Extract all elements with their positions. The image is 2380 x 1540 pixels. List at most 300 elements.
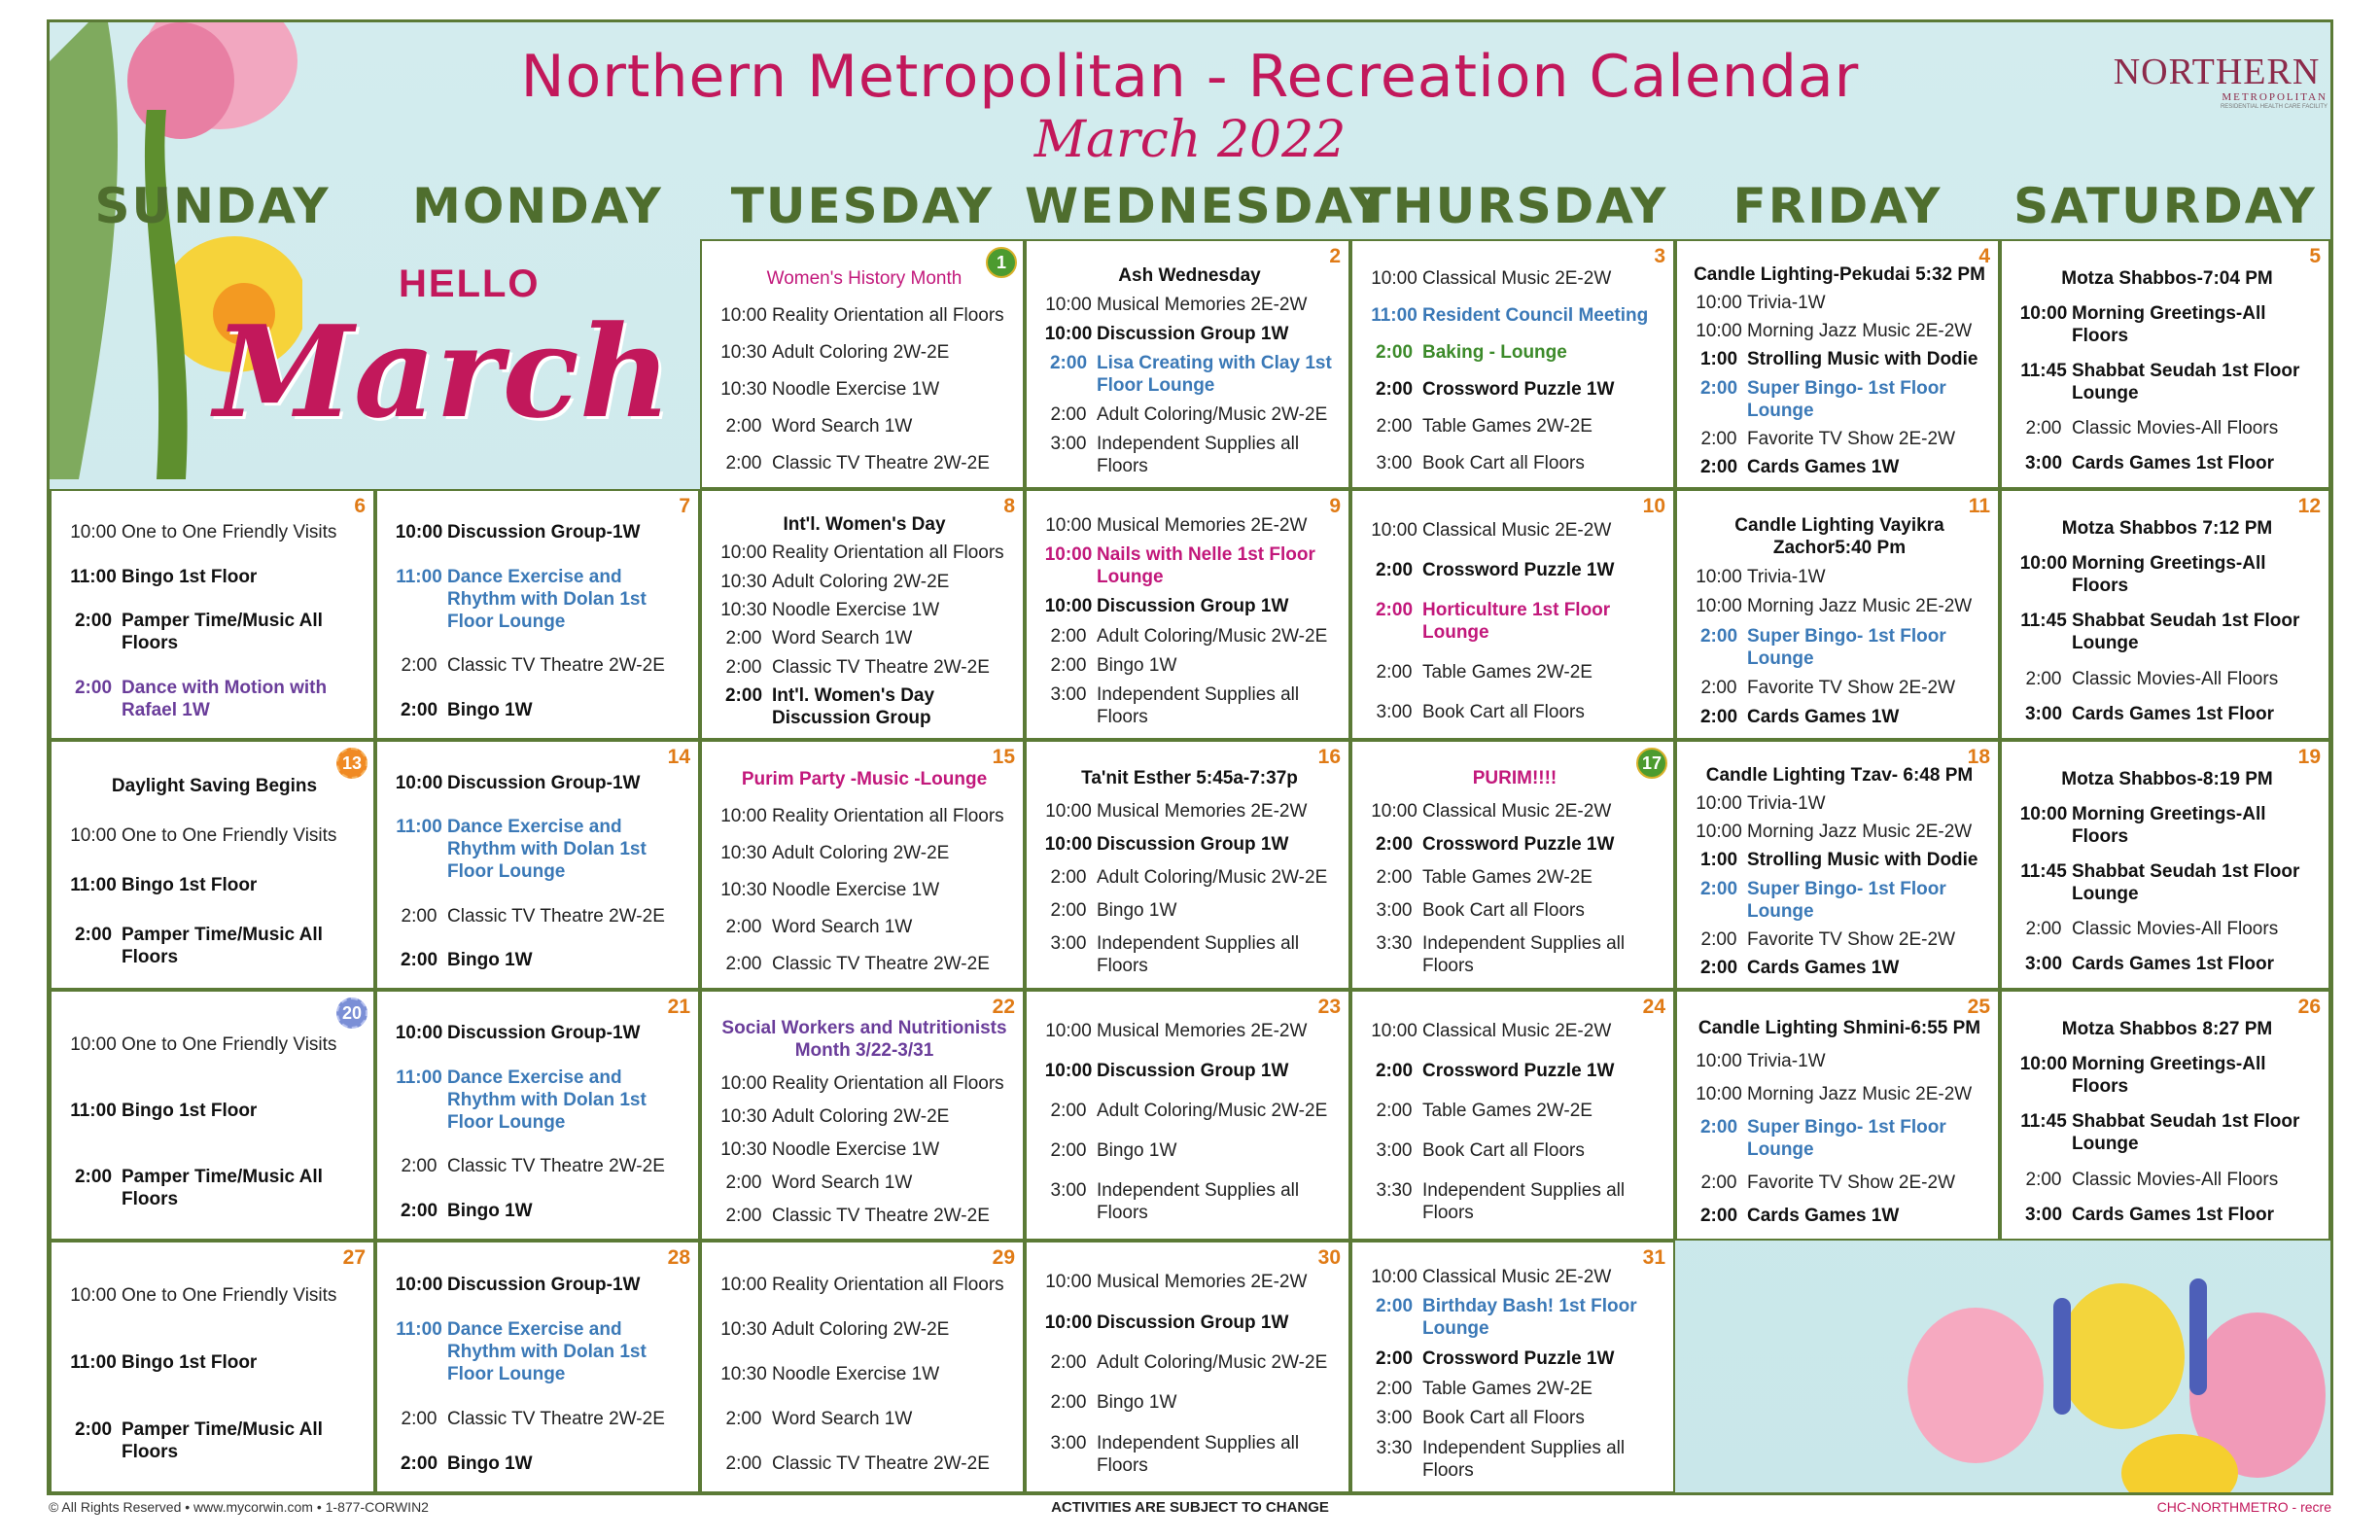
event-item: [1040, 323, 1339, 345]
event-title: Table Games 2W-2E: [1422, 415, 1592, 437]
event-item: [1366, 341, 1663, 364]
day-cell: [1675, 489, 2000, 740]
event-item: [1691, 849, 1988, 871]
event-list: [1040, 1011, 1339, 1233]
day-heading: Daylight Saving Begins: [111, 776, 318, 796]
event-item: [391, 905, 688, 928]
event-time: 2:00: [725, 916, 762, 937]
logo-sub: METROPOLITAN: [2222, 91, 2328, 103]
day-number: 28: [667, 1246, 690, 1269]
event-title: Pamper Time/Music All Floors: [122, 611, 323, 654]
hello-text: HELLO: [399, 262, 541, 305]
event-item: [1366, 452, 1663, 474]
event-item: [1691, 566, 1988, 588]
event-time: 10:00: [720, 1274, 767, 1295]
event-item: [1366, 519, 1663, 542]
event-item: [65, 924, 364, 968]
day-heading: Int'l. Women's Day: [783, 514, 946, 536]
event-title: Crossword Puzzle 1W: [1422, 1061, 1615, 1081]
event-item: [1040, 625, 1339, 648]
event-title: Pamper Time/Music All Floors: [122, 1419, 323, 1462]
event-title: Table Games 2W-2E: [1422, 866, 1592, 888]
event-list: [1366, 1011, 1663, 1233]
day-number: 7: [679, 495, 690, 517]
event-title: Shabbat Seudah 1st Floor Lounge: [2072, 860, 2300, 904]
event-item: [716, 916, 1013, 938]
event-time: 2:00: [2025, 919, 2062, 940]
weekday-0: SUNDAY: [94, 178, 331, 234]
event-item: [716, 341, 1013, 364]
day-number: 9: [1329, 495, 1341, 517]
march-script-text: March: [214, 298, 672, 446]
event-time: 2:00: [400, 699, 438, 720]
event-item: [1691, 821, 1988, 843]
event-item: [2015, 703, 2319, 725]
event-time: 10:00: [720, 1072, 767, 1094]
event-title: Noodle Exercise 1W: [772, 879, 940, 900]
event-title: Super Bingo- 1st Floor Lounge: [1747, 878, 1946, 922]
event-list: [391, 1262, 688, 1486]
event-item: [1040, 1179, 1339, 1224]
event-time: 2:00: [1700, 677, 1737, 698]
event-title: Classic Movies-All Floors: [2072, 668, 2279, 689]
event-time: 2:00: [400, 949, 438, 970]
event-title: Birthday Bash! 1st Floor Lounge: [1422, 1296, 1637, 1340]
event-time: 10:00: [1044, 543, 1093, 565]
day-heading: Social Workers and Nutritionists Month 3/22-3/31: [721, 1017, 1007, 1061]
event-time: 3:00: [1050, 932, 1087, 954]
event-time: 11:00: [1371, 305, 1418, 327]
event-item: [716, 542, 1013, 564]
event-item: [2015, 302, 2319, 347]
event-title: Shabbat Seudah 1st Floor Lounge: [2072, 1111, 2300, 1155]
event-time: 2:00: [1699, 625, 1738, 647]
event-time: 2:00: [1050, 1101, 1087, 1121]
event-list: [1691, 261, 1988, 481]
event-item: [716, 627, 1013, 649]
event-title: Bingo 1W: [1097, 1140, 1177, 1161]
event-title: Adult Coloring 2W-2E: [772, 1318, 950, 1340]
event-title: Favorite TV Show 2E-2W: [1747, 428, 1956, 449]
event-item: [1040, 1391, 1339, 1414]
day-cell: [50, 1241, 375, 1493]
event-item: [65, 1033, 364, 1056]
event-time: 11:45: [2020, 360, 2067, 381]
event-title: Musical Memories 2E-2W: [1097, 1272, 1308, 1293]
event-time: 2:00: [1050, 625, 1087, 647]
event-title: Word Search 1W: [772, 415, 913, 437]
day-cell: [1025, 489, 1350, 740]
event-item: [1691, 348, 1988, 370]
event-title: Cards Games 1W: [1747, 957, 1900, 978]
event-item: [1040, 654, 1339, 677]
event-title: Favorite TV Show 2E-2W: [1747, 1172, 1956, 1194]
event-time: 11:00: [396, 817, 442, 838]
event-list: [1366, 1262, 1663, 1486]
event-title: Bingo 1W: [1097, 1392, 1177, 1414]
event-title: Reality Orientation all Floors: [772, 806, 1004, 827]
event-item: [1366, 267, 1663, 290]
event-time: 2:00: [1376, 415, 1413, 437]
event-title: Classic TV Theatre 2W-2E: [772, 953, 990, 974]
event-item: [391, 772, 688, 794]
event-time: 3:00: [1050, 1180, 1087, 1201]
event-time: 10:00: [1371, 520, 1418, 541]
event-item: [1040, 800, 1339, 822]
logo-main: NORTHERN: [2113, 52, 2321, 92]
event-item: [1040, 1139, 1339, 1162]
event-time: 2:00: [1376, 866, 1413, 888]
event-item: [391, 654, 688, 677]
event-item: [1691, 1172, 1988, 1194]
day-heading: Candle Lighting-Pekudai 5:32 PM: [1694, 264, 1985, 286]
event-time: 2:00: [725, 628, 762, 649]
event-item: [1691, 1116, 1988, 1161]
event-title: Bingo 1W: [447, 1200, 533, 1221]
event-title: Classic TV Theatre 2W-2E: [447, 905, 665, 927]
event-list: [716, 261, 1013, 481]
day-number: 6: [354, 495, 366, 517]
event-title: Reality Orientation all Floors: [772, 542, 1004, 564]
weekday-2: TUESDAY: [730, 178, 995, 234]
event-item: [716, 1408, 1013, 1430]
event-title: Classic Movies-All Floors: [2072, 1169, 2279, 1190]
event-title: Adult Coloring 2W-2E: [772, 342, 950, 364]
event-time: 1:00: [1699, 850, 1738, 871]
day-cell: [1350, 990, 1675, 1241]
day-heading: Purim Party -Music -Lounge: [741, 769, 988, 790]
event-time: 10:00: [1044, 323, 1093, 344]
event-title: Morning Jazz Music 2E-2W: [1747, 1083, 1973, 1104]
event-time: 11:00: [70, 566, 117, 587]
event-item: [716, 953, 1013, 975]
event-list: [716, 1262, 1013, 1486]
event-time: 2:00: [2025, 1169, 2062, 1190]
event-list: [2015, 1011, 2319, 1233]
event-title: One to One Friendly Visits: [122, 1285, 337, 1306]
event-time: 2:00: [1699, 957, 1738, 978]
event-time: 2:00: [1375, 1061, 1414, 1081]
event-item: [65, 1351, 364, 1374]
day-number: 24: [1642, 996, 1665, 1018]
event-time: 10:00: [2019, 553, 2068, 575]
day-cell: [700, 489, 1025, 740]
event-title: One to One Friendly Visits: [122, 1033, 337, 1055]
day-cell: [1025, 990, 1350, 1241]
event-title: Resident Council Meeting: [1422, 305, 1649, 327]
day-number-badge: 13: [336, 748, 368, 779]
event-item: [2015, 860, 2319, 905]
event-item: [716, 1205, 1013, 1227]
event-time: 2:00: [1375, 342, 1414, 364]
event-time: 3:00: [2024, 453, 2063, 474]
event-item: [1366, 800, 1663, 822]
event-item: [1691, 1205, 1988, 1227]
event-time: 2:00: [1049, 353, 1088, 374]
event-time: 10:30: [720, 342, 767, 364]
event-time: 10:30: [720, 1363, 767, 1384]
event-time: 11:45: [2020, 1111, 2067, 1133]
calendar-month: March 2022: [1033, 111, 1347, 169]
event-title: Word Search 1W: [772, 1172, 913, 1194]
event-time: 2:00: [1375, 1348, 1414, 1370]
event-item: [716, 879, 1013, 901]
day-number: 5: [2309, 245, 2321, 267]
event-title: Independent Supplies all Floors: [1097, 434, 1300, 477]
event-item: [1691, 792, 1988, 815]
event-title: Morning Greetings-All Floors: [2072, 1054, 2266, 1098]
event-title: Discussion Group-1W: [447, 1023, 641, 1044]
event-item: [2015, 360, 2319, 404]
event-list: [391, 1011, 688, 1233]
event-list: [1691, 761, 1988, 982]
event-title: Classic TV Theatre 2W-2E: [447, 1408, 665, 1429]
event-title: Cards Games 1st Floor: [2072, 704, 2275, 725]
empty-day-cell: [2000, 1241, 2330, 1493]
day-cell: [700, 239, 1025, 489]
event-item: [1040, 543, 1339, 588]
event-list: [391, 510, 688, 732]
event-title: Bingo 1st Floor: [122, 1100, 258, 1121]
day-cell: [50, 990, 375, 1241]
event-item: [1691, 428, 1988, 450]
event-item: [1366, 1060, 1663, 1082]
event-item: [1366, 1266, 1663, 1288]
event-list: [65, 1011, 364, 1233]
event-item: [2015, 610, 2319, 654]
event-time: 10:00: [70, 1033, 117, 1055]
event-title: Musical Memories 2E-2W: [1097, 1021, 1308, 1041]
event-item: [716, 684, 1013, 729]
day-cell: [2000, 489, 2330, 740]
event-title: Favorite TV Show 2E-2W: [1747, 928, 1956, 950]
event-title: Discussion Group 1W: [1097, 1312, 1289, 1333]
event-title: Reality Orientation all Floors: [772, 1072, 1004, 1094]
event-time: 3:00: [1050, 434, 1087, 455]
event-item: [1366, 932, 1663, 977]
event-title: Adult Coloring/Music 2W-2E: [1097, 866, 1328, 888]
event-title: Book Cart all Floors: [1422, 702, 1585, 722]
event-item: [1366, 304, 1663, 327]
event-time: 10:00: [1696, 1050, 1742, 1071]
event-item: [1691, 377, 1988, 422]
logo: [2100, 52, 2333, 111]
day-number: 30: [1317, 1246, 1341, 1269]
day-cell: [1350, 740, 1675, 990]
event-item: [391, 1200, 688, 1222]
event-time: 2:00: [1699, 878, 1738, 899]
event-title: Independent Supplies all Floors: [1422, 932, 1626, 976]
event-time: 2:00: [2025, 418, 2062, 439]
event-time: 11:00: [396, 1318, 442, 1340]
event-time: 3:00: [1050, 1432, 1087, 1453]
event-item: [716, 1105, 1013, 1128]
event-item: [2015, 668, 2319, 690]
day-number: 16: [1317, 746, 1341, 768]
event-title: Independent Supplies all Floors: [1097, 1180, 1300, 1223]
event-item: [1040, 1312, 1339, 1334]
event-item: [1366, 378, 1663, 401]
event-title: Bingo 1W: [447, 1452, 533, 1474]
event-list: [1040, 261, 1339, 481]
event-item: [1691, 928, 1988, 951]
event-title: Word Search 1W: [772, 628, 913, 649]
event-time: 11:00: [70, 1352, 117, 1373]
event-title: Shabbat Seudah 1st Floor Lounge: [2072, 360, 2300, 403]
event-title: Bingo 1st Floor: [122, 566, 258, 587]
day-cell: [1350, 489, 1675, 740]
event-title: Independent Supplies all Floors: [1097, 932, 1300, 976]
event-title: Pamper Time/Music All Floors: [122, 1167, 323, 1210]
event-time: 2:00: [400, 1452, 438, 1474]
event-title: Classical Music 2E-2W: [1422, 1021, 1612, 1041]
event-time: 10:00: [2019, 302, 2068, 324]
event-time: 10:30: [720, 1139, 767, 1161]
event-item: [2015, 1204, 2319, 1226]
event-title: Word Search 1W: [772, 916, 913, 937]
day-number: 23: [1317, 996, 1341, 1018]
event-title: Bingo 1W: [447, 699, 533, 720]
event-time: 10:00: [1371, 268, 1418, 290]
event-time: 10:00: [1696, 293, 1742, 314]
event-time: 10:00: [70, 522, 117, 543]
event-title: Horticulture 1st Floor Lounge: [1422, 600, 1611, 643]
event-item: [716, 1072, 1013, 1095]
event-item: [1040, 899, 1339, 922]
event-item: [1040, 1432, 1339, 1477]
event-list: [1040, 1262, 1339, 1486]
event-time: 10:30: [720, 571, 767, 592]
event-title: Strolling Music with Dodie: [1747, 349, 1978, 370]
event-title: Adult Coloring/Music 2W-2E: [1097, 1351, 1328, 1373]
event-title: Classic Movies-All Floors: [2072, 418, 2279, 439]
event-list: [716, 761, 1013, 982]
event-title: Dance Exercise and Rhythm with Dolan 1st Floor Lounge: [447, 1067, 647, 1133]
event-item: [1366, 415, 1663, 438]
day-number: 29: [992, 1246, 1015, 1269]
event-time: 10:00: [70, 825, 117, 846]
event-time: 10:00: [1371, 1021, 1418, 1041]
event-title: Cards Games 1st Floor: [2072, 453, 2275, 474]
event-time: 2:00: [1050, 654, 1087, 676]
event-title: Classic TV Theatre 2W-2E: [447, 655, 665, 677]
event-time: 10:30: [720, 879, 767, 900]
event-title: Noodle Exercise 1W: [772, 1363, 940, 1384]
event-title: Adult Coloring/Music 2W-2E: [1097, 404, 1328, 426]
event-title: Classic TV Theatre 2W-2E: [447, 1156, 665, 1177]
event-item: [1691, 1083, 1988, 1105]
event-title: Super Bingo- 1st Floor Lounge: [1747, 377, 1946, 421]
event-title: Morning Jazz Music 2E-2W: [1747, 822, 1973, 843]
event-time: 2:00: [1376, 1378, 1413, 1399]
event-time: 3:30: [1376, 1180, 1413, 1201]
event-time: 2:00: [725, 1408, 762, 1429]
event-item: [716, 599, 1013, 621]
weekday-1: MONDAY: [412, 178, 663, 234]
event-list: [1040, 761, 1339, 982]
empty-day-cell: [375, 239, 700, 489]
event-item: [1366, 1348, 1663, 1370]
event-time: 2:00: [1375, 600, 1414, 620]
event-list: [1366, 761, 1663, 982]
day-cell: [1675, 740, 2000, 990]
event-time: 10:00: [720, 305, 767, 327]
day-cell: [1675, 990, 2000, 1241]
event-title: Noodle Exercise 1W: [772, 378, 940, 400]
event-time: 3:00: [1376, 899, 1413, 921]
event-item: [1040, 433, 1339, 477]
event-item: [1040, 1020, 1339, 1042]
event-time: 2:00: [1375, 560, 1414, 580]
event-title: Trivia-1W: [1747, 293, 1826, 314]
event-title: Noodle Exercise 1W: [772, 1139, 940, 1161]
empty-day-cell: [50, 239, 375, 489]
event-item: [391, 1318, 688, 1385]
day-number: 4: [1978, 245, 1990, 267]
event-item: [391, 521, 688, 543]
event-item: [1366, 1020, 1663, 1042]
event-title: Classic TV Theatre 2W-2E: [772, 1206, 990, 1227]
day-cell: [375, 990, 700, 1241]
event-item: [1040, 1060, 1339, 1082]
event-list: [391, 761, 688, 982]
event-item: [1691, 1050, 1988, 1072]
event-title: Independent Supplies all Floors: [1097, 684, 1300, 728]
event-item: [1691, 677, 1988, 699]
event-item: [65, 1284, 364, 1307]
event-list: [1691, 510, 1988, 732]
event-item: [65, 874, 364, 896]
event-title: Crossword Puzzle 1W: [1422, 833, 1615, 855]
event-item: [1691, 878, 1988, 923]
event-list: [1366, 261, 1663, 481]
event-time: 2:00: [1050, 404, 1087, 426]
event-title: Book Cart all Floors: [1422, 1408, 1585, 1429]
event-title: One to One Friendly Visits: [122, 825, 337, 846]
event-title: Morning Jazz Music 2E-2W: [1747, 596, 1973, 617]
event-item: [716, 1318, 1013, 1341]
event-item: [716, 842, 1013, 864]
event-title: Dance Exercise and Rhythm with Dolan 1st Floor Lounge: [447, 1318, 647, 1384]
event-time: 2:00: [1375, 833, 1414, 855]
event-title: Bingo 1st Floor: [122, 875, 258, 895]
event-item: [716, 378, 1013, 401]
event-title: Table Games 2W-2E: [1422, 1101, 1592, 1121]
event-item: [391, 816, 688, 883]
event-time: 2:00: [1699, 456, 1738, 477]
event-item: [65, 610, 364, 654]
event-time: 10:00: [720, 542, 767, 564]
event-time: 10:00: [1044, 1061, 1093, 1081]
day-heading: Candle Lighting Tzav- 6:48 PM: [1705, 765, 1974, 787]
day-number-badge: 20: [336, 998, 368, 1029]
weekday-3: WEDNESDAY: [1025, 178, 1387, 234]
event-time: 2:00: [74, 677, 113, 698]
event-time: 2:00: [1050, 899, 1087, 921]
event-item: [1366, 701, 1663, 723]
event-time: 2:00: [1699, 1117, 1738, 1138]
event-item: [1366, 866, 1663, 889]
event-item: [391, 949, 688, 971]
event-list: [716, 510, 1013, 732]
event-item: [1040, 403, 1339, 426]
event-list: [65, 510, 364, 732]
event-time: 10:30: [720, 378, 767, 400]
day-heading: Candle Lighting Shmini-6:55 PM: [1698, 1017, 1981, 1038]
day-number: 8: [1003, 495, 1015, 517]
event-item: [1040, 595, 1339, 617]
event-item: [716, 805, 1013, 827]
